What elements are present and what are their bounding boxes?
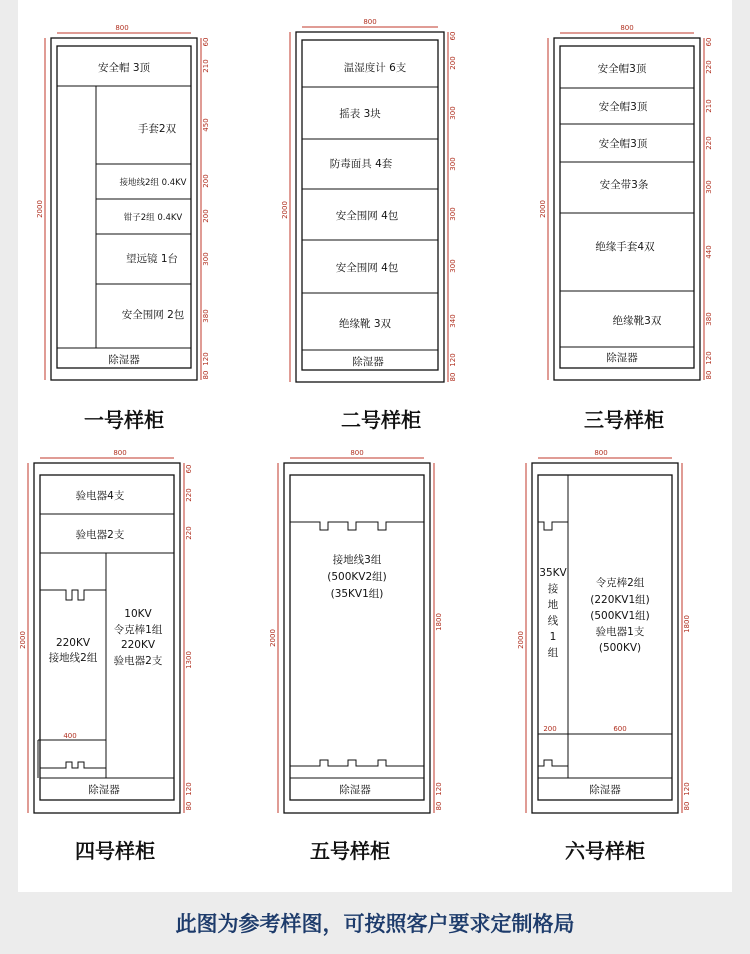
cabinet-4-compartment-8: 验电器2支: [113, 655, 163, 667]
cabinet-6-title: 六号样柜: [565, 839, 645, 863]
cabinet-3-compartment-7: 除湿器: [606, 352, 638, 364]
cabinet-2-compartment-7: 除湿器: [352, 356, 384, 368]
cabinet-3-dim-9: 80: [705, 370, 713, 380]
cabinet-2-compartment-1: 温湿度计 6支: [343, 62, 407, 74]
cabinet-1-compartment-7: 除湿器: [108, 354, 140, 366]
cabinet-1-compartment-2: 手套2双: [137, 123, 177, 135]
cabinet-3-dim-3: 210: [705, 99, 713, 113]
cabinet-6-compartment-4: 线: [547, 615, 559, 627]
cabinet-6-compartment-1: 35KV: [539, 567, 567, 579]
cabinet-3-dim-7: 380: [705, 312, 713, 326]
cabinet-2-dim-6: 300: [449, 259, 457, 273]
cabinet-5-title: 五号样柜: [310, 839, 390, 863]
cabinet-6: [517, 449, 691, 863]
cabinet-3-dim-8: 120: [705, 351, 713, 365]
cabinet-4-dim-4: 1300: [185, 651, 193, 669]
cabinet-4: [19, 449, 193, 863]
cabinet-1-dim-3: 450: [202, 118, 210, 132]
cabinet-2-compartment-6: 绝缘靴 3双: [338, 318, 392, 330]
cabinet-6-inner-dim-1: 200: [543, 725, 557, 733]
cabinet-5-compartment-1: 接地线3组: [332, 554, 382, 566]
cabinet-5-dim-3: 80: [435, 801, 443, 811]
cabinet-4-title: 四号样柜: [75, 839, 155, 863]
cabinet-4-height-dim: 2000: [19, 631, 27, 649]
cabinet-1-dim-8: 120: [202, 352, 210, 366]
cabinet-4-compartment-2: 验电器2支: [75, 529, 125, 541]
cabinet-1-dim-7: 380: [202, 309, 210, 323]
cabinet-1-compartment-4: 钳子2组 0.4KV: [123, 213, 183, 223]
cabinet-3-dim-1: 60: [705, 37, 713, 47]
cabinet-3-height-dim: 2000: [539, 200, 547, 218]
cabinet-2-compartment-3: 防毒面具 4套: [329, 158, 393, 170]
cabinet-2-compartment-2: 摇表 3块: [339, 108, 381, 120]
cabinet-4-width-dim: 800: [113, 449, 127, 457]
cabinet-2-dim-8: 120: [449, 353, 457, 367]
cabinet-4-compartment-9: 除湿器: [88, 784, 120, 796]
cabinet-1-dim-4: 200: [202, 174, 210, 188]
cabinet-1-title: 一号样柜: [84, 408, 164, 432]
cabinet-4-compartment-5: 10KV: [124, 608, 152, 620]
cabinet-2-dim-7: 340: [449, 314, 457, 328]
cabinet-3-compartment-2: 安全帽3顶: [598, 101, 648, 113]
cabinet-5-height-dim: 2000: [269, 629, 277, 647]
cabinet-5-compartment-4: 除湿器: [339, 784, 371, 796]
cabinet-4-compartment-1: 验电器4支: [75, 490, 125, 502]
cabinet-2-compartment-4: 安全围网 4包: [335, 210, 399, 222]
cabinet-3-width-dim: 800: [620, 24, 634, 32]
cabinet-6-compartment-11: (500KV): [598, 642, 642, 654]
cabinet-1-width-dim: 800: [115, 24, 129, 32]
cabinet-1-dim-1: 60: [202, 37, 210, 47]
cabinet-2-dim-5: 300: [449, 207, 457, 221]
cabinet-6-dim-1: 1800: [683, 615, 691, 633]
cabinet-4-dim-3: 220: [185, 526, 193, 540]
cabinet-3-compartment-3: 安全帽3顶: [598, 138, 648, 150]
cabinet-1-compartment-5: 望远镜 1台: [125, 253, 179, 265]
caption-text: 此图为参考样图，可按照客户要求定制格局: [175, 912, 575, 936]
cabinet-2-compartment-5: 安全围网 4包: [335, 262, 399, 274]
cabinet-4-compartment-4: 接地线2组: [48, 652, 98, 664]
cabinet-1-height-dim: 2000: [36, 200, 44, 218]
cabinet-6-compartment-12: 除湿器: [589, 784, 621, 796]
cabinet-6-inner-dim-2: 600: [613, 725, 627, 733]
cabinet-5-compartment-2: (500KV2组): [327, 571, 387, 583]
cabinet-5-dim-1: 1800: [435, 613, 443, 631]
cabinet-2: [281, 18, 457, 432]
cabinet-3-title: 三号样柜: [584, 408, 664, 432]
cabinet-4-dim-2: 220: [185, 488, 193, 502]
cabinet-6-compartment-5: 1: [549, 631, 557, 643]
cabinet-3-dim-6: 440: [705, 245, 713, 259]
cabinet-3: [539, 24, 713, 432]
cabinet-6-compartment-10: 验电器1支: [595, 626, 645, 638]
cabinet-4-dim-6: 80: [185, 801, 193, 811]
cabinet-3-dim-2: 220: [705, 60, 713, 74]
cabinet-5-compartment-3: (35KV1组): [330, 588, 384, 600]
cabinet-2-dim-3: 300: [449, 106, 457, 120]
cabinet-6-compartment-9: (500KV1组): [590, 610, 650, 622]
cabinet-3-compartment-5: 绝缘手套4双: [595, 241, 655, 253]
cabinet-2-dim-4: 300: [449, 157, 457, 171]
cabinet-3-dim-5: 300: [705, 180, 713, 194]
cabinet-1-dim-6: 300: [202, 252, 210, 266]
cabinet-1-compartment-6: 安全围网 2包: [121, 309, 185, 321]
cabinet-2-width-dim: 800: [363, 18, 377, 26]
cabinet-3-compartment-4: 安全带3条: [599, 179, 649, 191]
cabinet-1-dim-2: 210: [202, 59, 210, 73]
cabinet-6-compartment-7: 令克棒2组: [595, 577, 645, 589]
cabinet-6-compartment-6: 组: [547, 647, 559, 659]
cabinet-2-dim-1: 60: [449, 31, 457, 41]
cabinet-3-compartment-1: 安全帽3顶: [597, 63, 647, 75]
cabinet-6-compartment-3: 地: [547, 599, 559, 611]
cabinet-5: [269, 449, 443, 863]
cabinet-6-dim-2: 120: [683, 782, 691, 796]
cabinet-6-dim-3: 80: [683, 801, 691, 811]
cabinet-1: [36, 24, 210, 432]
cabinet-1-dim-9: 80: [202, 370, 210, 380]
cabinet-4-compartment-7: 220KV: [120, 639, 156, 651]
cabinet-6-compartment-8: (220KV1组): [590, 594, 650, 606]
cabinet-1-compartment-3: 接地线2组 0.4KV: [119, 178, 187, 188]
cabinet-4-compartment-6: 令克棒1组: [113, 624, 163, 636]
cabinet-4-dim-1: 60: [185, 464, 193, 474]
cabinet-2-dim-2: 200: [449, 56, 457, 70]
cabinet-1-compartment-1: 安全帽 3顶: [97, 62, 151, 74]
cabinet-4-dim-5: 120: [185, 782, 193, 796]
cabinet-6-height-dim: 2000: [517, 631, 525, 649]
cabinet-1-dim-5: 200: [202, 209, 210, 223]
cabinet-6-compartment-2: 接: [547, 583, 559, 595]
cabinet-4-compartment-3: 220KV: [55, 637, 91, 649]
cabinet-5-dim-2: 120: [435, 782, 443, 796]
cabinet-5-width-dim: 800: [350, 449, 364, 457]
cabinet-4-inner-dim: 400: [63, 732, 77, 740]
cabinet-6-width-dim: 800: [594, 449, 608, 457]
cabinet-2-title: 二号样柜: [341, 408, 421, 432]
cabinet-2-height-dim: 2000: [281, 201, 289, 219]
cabinet-3-dim-4: 220: [705, 136, 713, 150]
cabinet-2-dim-9: 80: [449, 372, 457, 382]
cabinet-3-compartment-6: 绝缘靴3双: [612, 315, 662, 327]
